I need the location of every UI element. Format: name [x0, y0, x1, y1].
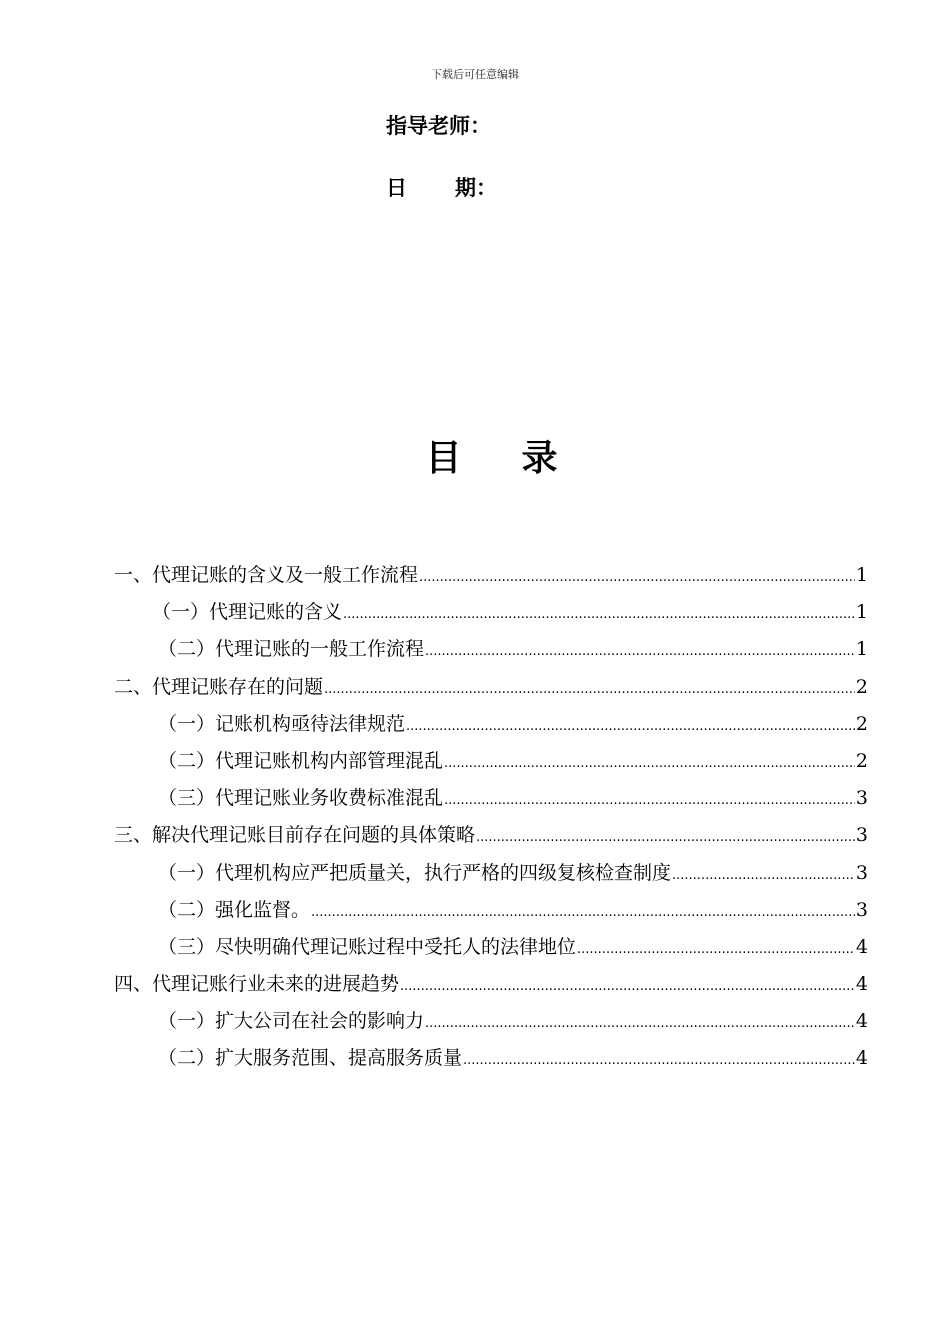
toc-entry[interactable] — [114, 557, 868, 594]
toc-entry[interactable] — [114, 669, 868, 706]
toc-page-number: 1 — [855, 638, 868, 661]
toc-entry[interactable] — [114, 1003, 868, 1040]
toc-title — [0, 430, 950, 481]
toc-entry-text: 四、代理记账行业未来的进展趋势 — [114, 973, 400, 996]
toc-dot-leader — [324, 671, 855, 708]
table-of-contents — [114, 557, 868, 1078]
toc-entry[interactable] — [114, 706, 868, 743]
toc-entry-text: 二、代理记账存在的问题 — [114, 675, 324, 698]
toc-entry-text: （一）扩大公司在社会的影响力 — [158, 1010, 425, 1033]
toc-entry[interactable] — [114, 631, 868, 668]
toc-entry-text: 三、解决代理记账目前存在问题的具体策略 — [114, 824, 476, 847]
toc-page-number: 2 — [855, 712, 868, 735]
toc-page-number: 4 — [855, 973, 868, 996]
toc-dot-leader — [463, 1042, 855, 1079]
advisor-field — [386, 110, 491, 140]
toc-dot-leader — [425, 1005, 855, 1042]
toc-entry-text: （一）记账机构亟待法律规范 — [158, 712, 406, 735]
toc-dot-leader — [311, 894, 855, 931]
toc-dot-leader — [425, 633, 855, 670]
toc-page-number: 3 — [855, 898, 868, 921]
toc-entry-text: （一）代理记账的含义 — [152, 601, 343, 624]
toc-dot-leader — [444, 782, 855, 819]
header-note: 下载后可任意编辑 — [431, 68, 519, 81]
toc-page-number: 4 — [855, 1047, 868, 1070]
toc-entry[interactable] — [114, 892, 868, 929]
toc-dot-leader — [672, 857, 855, 894]
toc-dot-leader — [444, 745, 855, 782]
date-label-b: 期： — [455, 176, 497, 200]
toc-page-number: 2 — [855, 675, 868, 698]
toc-dot-leader — [343, 596, 855, 633]
advisor-label: 指导老师： — [386, 114, 491, 138]
toc-dot-leader — [577, 931, 855, 968]
toc-title-a: 目 — [425, 438, 462, 479]
toc-dot-leader — [476, 819, 855, 856]
toc-entry[interactable] — [114, 1040, 868, 1077]
toc-entry[interactable] — [114, 743, 868, 780]
toc-page-number: 4 — [855, 1010, 868, 1033]
toc-entry-text: （一）代理机构应严把质量关，执行严格的四级复核检查制度 — [158, 861, 672, 884]
toc-page-number: 1 — [855, 601, 868, 624]
toc-entry-text: （二）强化监督。 — [158, 898, 311, 921]
toc-entry-text: （三）尽快明确代理记账过程中受托人的法律地位 — [158, 935, 577, 958]
toc-entry[interactable] — [114, 594, 868, 631]
toc-entry-text: （二）代理记账的一般工作流程 — [158, 638, 425, 661]
toc-entry-text: （三）代理记账业务收费标准混乱 — [158, 787, 444, 810]
toc-page-number: 1 — [855, 564, 868, 586]
toc-entry[interactable] — [114, 929, 868, 966]
toc-entry-text: 一、代理记账的含义及一般工作流程 — [114, 564, 419, 586]
toc-dot-leader — [419, 559, 855, 596]
toc-title-b: 录 — [521, 438, 558, 479]
toc-entry[interactable] — [114, 817, 868, 854]
toc-dot-leader — [406, 708, 855, 745]
toc-entry[interactable] — [114, 780, 868, 817]
toc-page-number: 3 — [855, 861, 868, 884]
toc-page-number: 3 — [855, 824, 868, 847]
toc-entry-text: （二）代理记账机构内部管理混乱 — [158, 749, 444, 772]
toc-entry[interactable] — [114, 855, 868, 892]
toc-page-number: 2 — [855, 749, 868, 772]
toc-entry-text: （二）扩大服务范围、提高服务质量 — [158, 1047, 463, 1070]
toc-entry[interactable] — [114, 966, 868, 1003]
date-field — [386, 172, 497, 202]
date-label-a: 日 — [386, 176, 407, 200]
toc-page-number: 4 — [855, 935, 868, 958]
toc-page-number: 3 — [855, 787, 868, 810]
toc-dot-leader — [400, 968, 855, 1005]
